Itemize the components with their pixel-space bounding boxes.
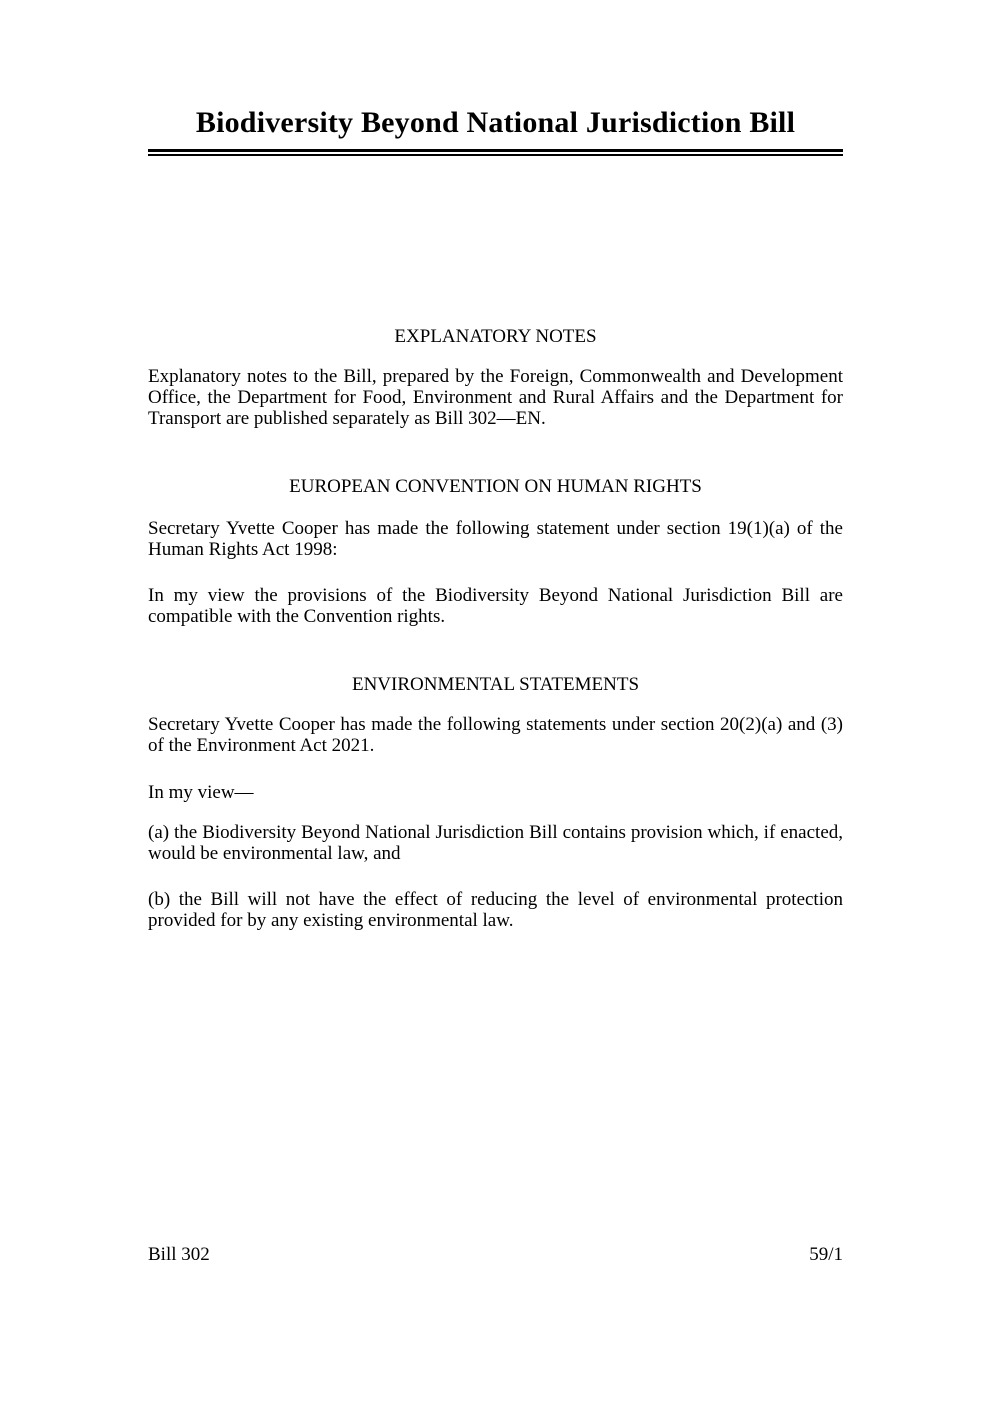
section-heading-environmental-statements: ENVIRONMENTAL STATEMENTS xyxy=(351,674,640,695)
section-heading-explanatory-notes: EXPLANATORY NOTES xyxy=(394,326,597,347)
page-title: Biodiversity Beyond National Jurisdiction Bill xyxy=(195,106,796,139)
paragraph: (a) the Biodiversity Beyond National Jurisdiction Bill contains provision which, if enacted, would be environmental law, and xyxy=(148,822,843,864)
footer-bill-number: Bill 302 xyxy=(148,1244,210,1265)
paragraph: Secretary Yvette Cooper has made the following statement under section 19(1)(a) of the Human Rights Act 1998: xyxy=(148,518,843,560)
paragraph: In my view the provisions of the Biodiversity Beyond National Jurisdiction Bill are compatible with the Convention rights. xyxy=(148,585,843,627)
footer-page-number: 59/1 xyxy=(809,1244,843,1265)
paragraph: In my view— xyxy=(148,782,254,803)
paragraph: Explanatory notes to the Bill, prepared by the Foreign, Commonwealth and Development Office, the Department for Food, Environment and Rural Affairs and the Department for Transport are published separately as Bill 302—EN. xyxy=(148,366,843,429)
section-heading-echr: EUROPEAN CONVENTION ON HUMAN RIGHTS xyxy=(289,476,702,497)
page-footer xyxy=(148,1244,843,1265)
paragraph: Secretary Yvette Cooper has made the following statements under section 20(2)(a) and (3) of the Environment Act 2021. xyxy=(148,714,843,756)
title-divider-rule xyxy=(148,149,843,156)
document-content xyxy=(148,0,843,931)
paragraph: (b) the Bill will not have the effect of reducing the level of environmental protection provided for by any existing environmental law. xyxy=(148,889,843,931)
